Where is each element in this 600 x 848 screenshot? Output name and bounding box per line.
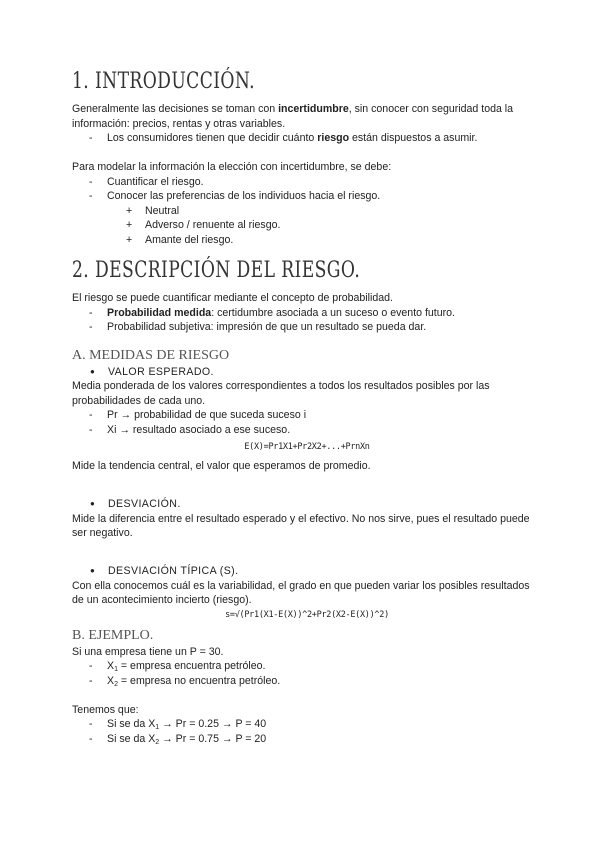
list-item: - Si se da $X_2 \to Pr = 0.75 \to P = 20$ — [89, 732, 267, 746]
list-item: - Conocer las preferencias de los individuos hacia el riesgo. — [89, 190, 381, 202]
paragraph: Mide la diferencia entre el resultado esperado y el efectivo. No nos sirve, pues el resultado puede ser negativo. — [72, 512, 530, 539]
document-page — [72, 62, 542, 746]
list-item: - $X_2$ = empresa no encuentra petróleo. — [89, 674, 281, 688]
list-item: - Pr → probabilidad de que suceda suceso i — [89, 409, 307, 421]
paragraph: Media ponderada de los valores correspondientes a todos los resultados posibles por las probabilidades de cada uno. — [72, 380, 490, 407]
list-item: - $X_1$ = empresa encuentra petróleo. — [89, 660, 266, 673]
section-b-heading: B. EJEMPLO. — [72, 627, 154, 643]
intro-paragraph: Generalmente las decisiones se toman con incertidumbre, sin conocer con seguridad toda la información: precios, rentas y otras variables. — [72, 103, 514, 130]
bullet-item: ● DESVIACIÓN. — [90, 498, 181, 510]
section-a-heading: A. MEDIDAS DE RIESGO — [72, 347, 230, 363]
list-item: - Los consumidores tienen que decidir cuánto riesgo están dispuestos a asumir. — [89, 132, 478, 144]
std-deviation-formula: s=√(Pr1(X1-E(X))^2+Pr2(X2-E(X))^2) — [225, 609, 389, 620]
section-2-heading: 2. DESCRIPCIÓN DEL RIESGO. — [72, 258, 361, 283]
paragraph: Para modelar la información la elección con incertidumbre, se debe: — [72, 161, 392, 173]
section-1-heading: 1. INTRODUCCIÓN. — [72, 69, 255, 94]
bold-term: incertidumbre — [278, 103, 349, 115]
paragraph: Si una empresa tiene un P = 30. — [72, 645, 224, 658]
list-item: - Si se da $X_1 \to Pr = 0.25 \to P = 40$ — [89, 718, 267, 731]
paragraph: Mide la tendencia central, el valor que esperamos de promedio. — [72, 460, 371, 472]
paragraph: Con ella conocemos cuál es la variabilidad, el grado en que pueden variar los posibles resultados de un acontecimiento incierto (riesgo). — [72, 579, 530, 606]
list-item: - Probabilidad subjetiva: impresión de que un resultado se pueda dar. — [89, 321, 427, 333]
expected-value-formula: E(X)=Pr1X1+Pr2X2+...+PrnXn — [244, 442, 370, 452]
sub-list-item: + Amante del riesgo. — [126, 233, 234, 246]
list-item: - Cuantificar el riesgo. — [89, 175, 204, 188]
paragraph: Tenemos que: — [72, 703, 139, 716]
bullet-item: ● DESVIACIÓN TÍPICA (S). — [90, 565, 239, 577]
sub-list-item: + Neutral — [126, 204, 180, 217]
bullet-item: ● VALOR ESPERADO. — [90, 365, 214, 378]
paragraph: El riesgo se puede cuantificar mediante el concepto de probabilidad. — [72, 292, 393, 304]
sub-list-item: + Adverso / renuente al riesgo. — [126, 219, 281, 231]
list-item: - Xi → resultado asociado a ese suceso. — [89, 423, 291, 436]
list-item: - Probabilidad medida: certidumbre asociada a un suceso o evento futuro. — [89, 306, 456, 319]
